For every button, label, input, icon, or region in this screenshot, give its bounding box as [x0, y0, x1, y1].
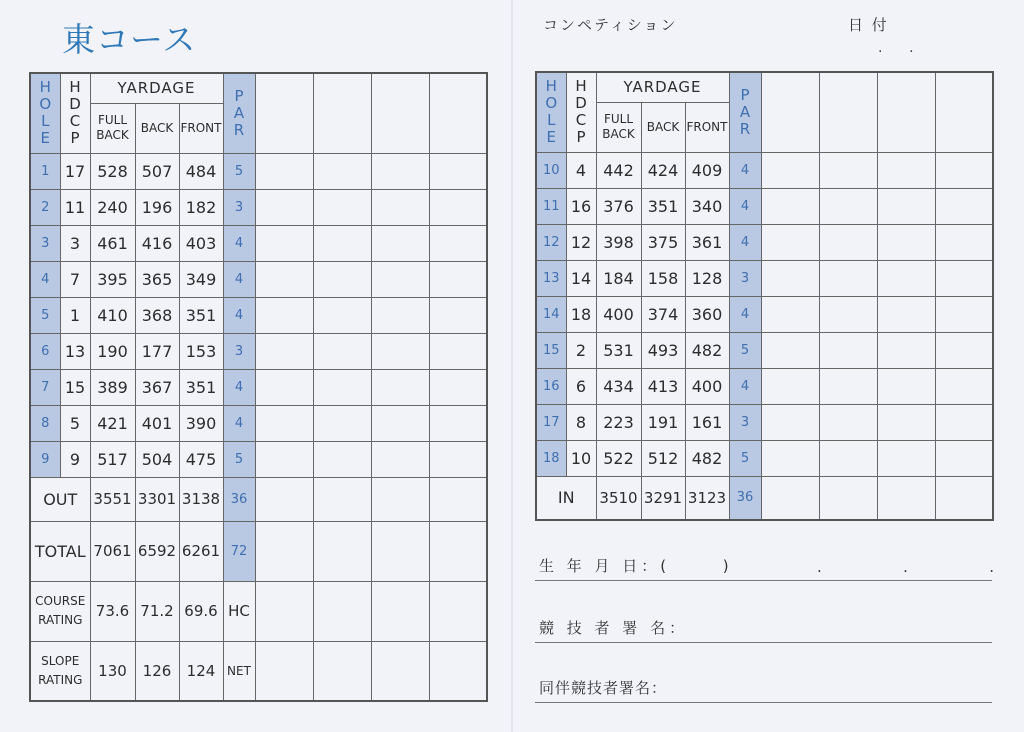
full-back-yardage: 531 — [596, 332, 641, 368]
out-back: 3301 — [135, 477, 179, 521]
par-value: 4 — [223, 225, 255, 261]
hole-row — [536, 224, 993, 260]
hole-header: HOLE — [30, 73, 60, 153]
in-par: 36 — [729, 476, 761, 520]
hc-label: HC — [223, 581, 255, 641]
score-cell[interactable] — [429, 297, 487, 333]
score-cell[interactable] — [819, 152, 877, 188]
hole-row — [536, 332, 993, 368]
score-cell[interactable] — [429, 333, 487, 369]
hdcp-value: 9 — [60, 441, 90, 477]
score-cell[interactable] — [429, 189, 487, 225]
score-cell[interactable] — [371, 189, 429, 225]
score-cell[interactable] — [429, 581, 487, 641]
full-back-yardage: 376 — [596, 188, 641, 224]
competition-label: コンペティション — [543, 16, 678, 34]
out-front: 3138 — [179, 477, 223, 521]
front-header: FRONT — [685, 102, 729, 152]
score-cell[interactable] — [371, 581, 429, 641]
full-back-yardage: 184 — [596, 260, 641, 296]
in-back: 3291 — [641, 476, 685, 520]
score-cell[interactable] — [429, 369, 487, 405]
score-cell[interactable] — [819, 260, 877, 296]
par-header: PAR — [223, 73, 255, 153]
in-full-back: 3510 — [596, 476, 641, 520]
front-yardage: 340 — [685, 188, 729, 224]
front-yardage: 482 — [685, 440, 729, 476]
front-yardage: 128 — [685, 260, 729, 296]
hdcp-value: 5 — [60, 405, 90, 441]
front-yardage: 482 — [685, 332, 729, 368]
score-cell[interactable] — [429, 641, 487, 701]
hole-row — [30, 189, 487, 225]
par-value: 5 — [223, 441, 255, 477]
back-yardage: 504 — [135, 441, 179, 477]
hole-row — [30, 333, 487, 369]
hole-row — [30, 405, 487, 441]
score-cell[interactable] — [877, 296, 935, 332]
score-cell[interactable] — [935, 332, 993, 368]
hole-number: 3 — [30, 225, 60, 261]
full-back-yardage: 395 — [90, 261, 135, 297]
score-cell[interactable] — [761, 188, 819, 224]
score-column-3[interactable] — [877, 72, 935, 152]
hole-number: 1 — [30, 153, 60, 189]
score-cell[interactable] — [371, 441, 429, 477]
score-cell[interactable] — [761, 152, 819, 188]
score-cell[interactable] — [255, 441, 313, 477]
score-cell[interactable] — [371, 405, 429, 441]
back-yardage: 375 — [641, 224, 685, 260]
total-full-back: 7061 — [90, 521, 135, 581]
back-yardage: 424 — [641, 152, 685, 188]
hdcp-value: 18 — [566, 296, 596, 332]
back-yardage: 365 — [135, 261, 179, 297]
score-cell[interactable] — [313, 521, 371, 581]
hole-number: 15 — [536, 332, 566, 368]
score-cell[interactable] — [371, 261, 429, 297]
par-value: 5 — [223, 153, 255, 189]
score-cell[interactable] — [255, 521, 313, 581]
slope-rating-back: 126 — [135, 641, 179, 701]
hole-number: 17 — [536, 404, 566, 440]
back-yardage: 368 — [135, 297, 179, 333]
front-yardage: 351 — [179, 369, 223, 405]
total-back: 6592 — [135, 521, 179, 581]
par-value: 3 — [223, 189, 255, 225]
course-rating-full-back: 73.6 — [90, 581, 135, 641]
score-cell[interactable] — [371, 297, 429, 333]
par-value: 5 — [729, 332, 761, 368]
score-cell[interactable] — [429, 441, 487, 477]
score-cell[interactable] — [761, 224, 819, 260]
hdcp-value: 2 — [566, 332, 596, 368]
par-value: 3 — [729, 404, 761, 440]
back-yardage: 158 — [641, 260, 685, 296]
full-back-yardage: 442 — [596, 152, 641, 188]
full-back-yardage: 461 — [90, 225, 135, 261]
score-cell[interactable] — [877, 224, 935, 260]
score-cell[interactable] — [313, 261, 371, 297]
score-cell[interactable] — [313, 225, 371, 261]
companion-signature-label: 同伴競技者署名： — [539, 679, 668, 697]
score-cell[interactable] — [761, 332, 819, 368]
hole-row — [536, 260, 993, 296]
back-yardage: 413 — [641, 368, 685, 404]
front-yardage: 182 — [179, 189, 223, 225]
hole-row — [536, 440, 993, 476]
par-value: 3 — [223, 333, 255, 369]
hole-number: 18 — [536, 440, 566, 476]
back-yardage: 374 — [641, 296, 685, 332]
yardage-header: YARDAGE — [90, 73, 223, 103]
score-cell[interactable] — [429, 261, 487, 297]
score-cell[interactable] — [935, 368, 993, 404]
full-back-yardage: 240 — [90, 189, 135, 225]
hdcp-header: HDCP — [566, 72, 596, 152]
hole-number: 13 — [536, 260, 566, 296]
score-cell[interactable] — [877, 188, 935, 224]
full-back-yardage: 421 — [90, 405, 135, 441]
hole-number: 9 — [30, 441, 60, 477]
hole-row — [30, 225, 487, 261]
score-cell[interactable] — [761, 296, 819, 332]
score-cell[interactable] — [371, 333, 429, 369]
score-cell[interactable] — [313, 189, 371, 225]
birthday-field[interactable] — [535, 552, 1001, 581]
par-value: 4 — [223, 261, 255, 297]
par-value: 4 — [729, 224, 761, 260]
full-back-yardage: 223 — [596, 404, 641, 440]
score-cell[interactable] — [935, 224, 993, 260]
right-scorecard-table — [535, 71, 994, 521]
page-fold — [511, 0, 513, 732]
score-cell[interactable] — [935, 296, 993, 332]
score-cell[interactable] — [761, 440, 819, 476]
score-cell[interactable] — [877, 152, 935, 188]
full-back-header: FULL BACK — [90, 103, 135, 153]
net-label: NET — [223, 641, 255, 701]
hole-number: 10 — [536, 152, 566, 188]
score-cell[interactable] — [429, 153, 487, 189]
score-cell[interactable] — [313, 333, 371, 369]
score-cell[interactable] — [313, 641, 371, 701]
score-cell[interactable] — [935, 476, 993, 520]
back-yardage: 351 — [641, 188, 685, 224]
hole-number: 4 — [30, 261, 60, 297]
score-cell[interactable] — [761, 404, 819, 440]
score-cell[interactable] — [819, 224, 877, 260]
back-yardage: 177 — [135, 333, 179, 369]
score-cell[interactable] — [255, 333, 313, 369]
score-cell[interactable] — [935, 188, 993, 224]
hole-row — [536, 152, 993, 188]
slope-rating-full-back: 130 — [90, 641, 135, 701]
score-cell[interactable] — [877, 368, 935, 404]
player-signature-field[interactable] — [535, 614, 992, 643]
score-cell[interactable] — [935, 440, 993, 476]
front-header: FRONT — [179, 103, 223, 153]
back-yardage: 401 — [135, 405, 179, 441]
full-back-yardage: 400 — [596, 296, 641, 332]
back-yardage: 512 — [641, 440, 685, 476]
course-rating-front: 69.6 — [179, 581, 223, 641]
score-cell[interactable] — [935, 260, 993, 296]
out-par: 36 — [223, 477, 255, 521]
left-scorecard-table — [29, 72, 488, 702]
score-cell[interactable] — [313, 581, 371, 641]
front-yardage: 349 — [179, 261, 223, 297]
score-cell[interactable] — [255, 405, 313, 441]
course-rating-label: COURSE RATING — [30, 581, 90, 641]
score-column-4[interactable] — [429, 73, 487, 153]
score-cell[interactable] — [819, 404, 877, 440]
total-label: TOTAL — [30, 521, 90, 581]
hole-number: 7 — [30, 369, 60, 405]
out-label: OUT — [30, 477, 90, 521]
score-cell[interactable] — [371, 225, 429, 261]
course-rating-back: 71.2 — [135, 581, 179, 641]
hole-row — [536, 188, 993, 224]
score-cell[interactable] — [761, 260, 819, 296]
score-cell[interactable] — [429, 521, 487, 581]
front-yardage: 475 — [179, 441, 223, 477]
full-back-yardage: 528 — [90, 153, 135, 189]
score-cell[interactable] — [819, 440, 877, 476]
hdcp-value: 8 — [566, 404, 596, 440]
score-cell[interactable] — [255, 225, 313, 261]
back-yardage: 493 — [641, 332, 685, 368]
hdcp-value: 10 — [566, 440, 596, 476]
score-cell[interactable] — [429, 405, 487, 441]
hdcp-value: 6 — [566, 368, 596, 404]
score-column-2[interactable] — [819, 72, 877, 152]
hole-number: 5 — [30, 297, 60, 333]
score-cell[interactable] — [371, 477, 429, 521]
hole-number: 6 — [30, 333, 60, 369]
par-value: 4 — [729, 152, 761, 188]
hole-row — [30, 369, 487, 405]
score-cell[interactable] — [877, 332, 935, 368]
companion-signature-field[interactable] — [535, 674, 992, 703]
full-back-yardage: 434 — [596, 368, 641, 404]
score-column-1[interactable] — [255, 73, 313, 153]
score-cell[interactable] — [313, 369, 371, 405]
par-value: 4 — [223, 369, 255, 405]
front-yardage: 484 — [179, 153, 223, 189]
score-cell[interactable] — [819, 332, 877, 368]
par-value: 3 — [729, 260, 761, 296]
back-yardage: 196 — [135, 189, 179, 225]
full-back-yardage: 190 — [90, 333, 135, 369]
slope-rating-front: 124 — [179, 641, 223, 701]
hdcp-value: 11 — [60, 189, 90, 225]
back-yardage: 191 — [641, 404, 685, 440]
score-cell[interactable] — [313, 405, 371, 441]
in-front: 3123 — [685, 476, 729, 520]
back-yardage: 367 — [135, 369, 179, 405]
score-cell[interactable] — [313, 441, 371, 477]
hole-row — [536, 368, 993, 404]
total-front: 6261 — [179, 521, 223, 581]
hole-row — [30, 297, 487, 333]
hdcp-value: 15 — [60, 369, 90, 405]
full-back-yardage: 389 — [90, 369, 135, 405]
hdcp-value: 3 — [60, 225, 90, 261]
hole-number: 2 — [30, 189, 60, 225]
hole-number: 8 — [30, 405, 60, 441]
score-cell[interactable] — [371, 521, 429, 581]
score-cell[interactable] — [429, 225, 487, 261]
score-cell[interactable] — [255, 153, 313, 189]
score-cell[interactable] — [935, 404, 993, 440]
hdcp-value: 12 — [566, 224, 596, 260]
hole-row — [30, 441, 487, 477]
score-cell[interactable] — [819, 476, 877, 520]
score-cell[interactable] — [877, 440, 935, 476]
score-cell[interactable] — [935, 152, 993, 188]
hole-row — [536, 404, 993, 440]
par-value: 4 — [729, 296, 761, 332]
hole-row — [30, 153, 487, 189]
back-header: BACK — [135, 103, 179, 153]
front-yardage: 161 — [685, 404, 729, 440]
player-signature-label: 競 技 者 署 名： — [539, 619, 689, 637]
full-back-yardage: 398 — [596, 224, 641, 260]
full-back-yardage: 410 — [90, 297, 135, 333]
hole-row — [536, 296, 993, 332]
date-dots: . . — [878, 40, 914, 56]
hole-row — [30, 261, 487, 297]
date-label: 日 付 — [848, 16, 889, 34]
score-cell[interactable] — [255, 189, 313, 225]
birthday-label: 生 年 月 日：( ) — [539, 557, 733, 575]
hdcp-header: HDCP — [60, 73, 90, 153]
hole-number: 12 — [536, 224, 566, 260]
score-cell[interactable] — [371, 369, 429, 405]
score-cell[interactable] — [761, 368, 819, 404]
score-cell[interactable] — [819, 188, 877, 224]
hole-number: 14 — [536, 296, 566, 332]
back-yardage: 507 — [135, 153, 179, 189]
back-header: BACK — [641, 102, 685, 152]
hole-header: HOLE — [536, 72, 566, 152]
front-yardage: 153 — [179, 333, 223, 369]
score-cell[interactable] — [371, 153, 429, 189]
par-value: 4 — [223, 297, 255, 333]
front-yardage: 351 — [179, 297, 223, 333]
hole-number: 11 — [536, 188, 566, 224]
front-yardage: 409 — [685, 152, 729, 188]
score-column-1[interactable] — [761, 72, 819, 152]
front-yardage: 390 — [179, 405, 223, 441]
par-header: PAR — [729, 72, 761, 152]
hdcp-value: 13 — [60, 333, 90, 369]
par-value: 4 — [223, 405, 255, 441]
score-cell[interactable] — [255, 369, 313, 405]
score-cell[interactable] — [313, 153, 371, 189]
hdcp-value: 14 — [566, 260, 596, 296]
score-cell[interactable] — [255, 581, 313, 641]
score-cell[interactable] — [313, 297, 371, 333]
hdcp-value: 4 — [566, 152, 596, 188]
hdcp-value: 17 — [60, 153, 90, 189]
slope-rating-label: SLOPE RATING — [30, 641, 90, 701]
full-back-yardage: 517 — [90, 441, 135, 477]
score-cell[interactable] — [429, 477, 487, 521]
hdcp-value: 16 — [566, 188, 596, 224]
in-label: IN — [536, 476, 596, 520]
score-cell[interactable] — [761, 476, 819, 520]
score-column-4[interactable] — [935, 72, 993, 152]
score-cell[interactable] — [877, 476, 935, 520]
hole-number: 16 — [536, 368, 566, 404]
back-yardage: 416 — [135, 225, 179, 261]
yardage-header: YARDAGE — [596, 72, 729, 102]
score-cell[interactable] — [255, 297, 313, 333]
score-cell[interactable] — [877, 404, 935, 440]
front-yardage: 403 — [179, 225, 223, 261]
front-yardage: 360 — [685, 296, 729, 332]
front-yardage: 400 — [685, 368, 729, 404]
score-cell[interactable] — [819, 368, 877, 404]
front-yardage: 361 — [685, 224, 729, 260]
score-cell[interactable] — [819, 296, 877, 332]
full-back-header: FULL BACK — [596, 102, 641, 152]
score-column-2[interactable] — [313, 73, 371, 153]
par-value: 4 — [729, 188, 761, 224]
score-cell[interactable] — [877, 260, 935, 296]
par-value: 5 — [729, 440, 761, 476]
total-par: 72 — [223, 521, 255, 581]
hdcp-value: 7 — [60, 261, 90, 297]
course-title: 東コース — [62, 20, 197, 59]
score-column-3[interactable] — [371, 73, 429, 153]
out-full-back: 3551 — [90, 477, 135, 521]
score-cell[interactable] — [371, 641, 429, 701]
full-back-yardage: 522 — [596, 440, 641, 476]
score-cell[interactable] — [313, 477, 371, 521]
hdcp-value: 1 — [60, 297, 90, 333]
birthday-dots: . . . — [817, 558, 1001, 576]
score-cell[interactable] — [255, 641, 313, 701]
score-cell[interactable] — [255, 477, 313, 521]
par-value: 4 — [729, 368, 761, 404]
score-cell[interactable] — [255, 261, 313, 297]
